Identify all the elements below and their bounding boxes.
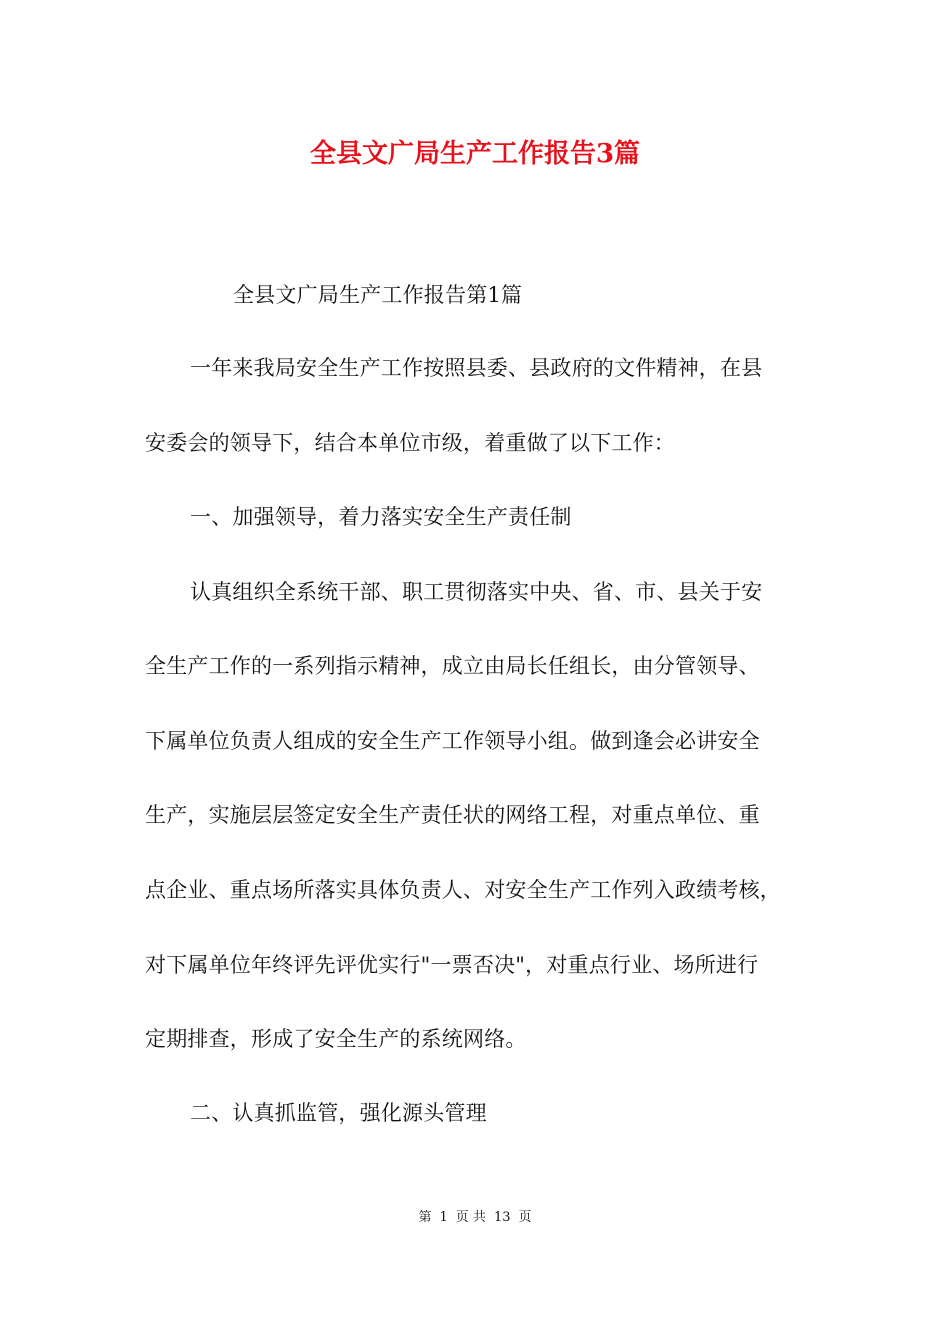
- section-heading: 全县文广局生产工作报告第1篇: [233, 283, 523, 307]
- total-pages-number: 13: [493, 1210, 511, 1225]
- body-line: 一年来我局安全生产工作按照县委、县政府的文件精神，在县: [190, 356, 763, 380]
- body-line: 认真组织全系统干部、职工贯彻落实中央、省、市、县关于安: [190, 580, 763, 604]
- body-line: 全生产工作的一系列指示精神，成立由局长任组长，由分管领导、: [145, 654, 760, 678]
- body-line: 生产，实施层层签定安全生产责任状的网络工程，对重点单位、重: [145, 803, 760, 827]
- body-line: 点企业、重点场所落实具体负责人、对安全生产工作列入政绩考核，: [145, 878, 781, 902]
- body-line: 安委会的领导下，结合本单位市级，着重做了以下工作：: [145, 431, 675, 455]
- footer-mid: 页 共: [455, 1210, 486, 1225]
- body-line: 下属单位负责人组成的安全生产工作领导小组。做到逢会必讲安全: [145, 729, 760, 753]
- page-footer: [0, 1209, 950, 1227]
- body-line: 对下属单位年终评先评优实行"一票否决"，对重点行业、场所进行: [145, 953, 759, 977]
- footer-suffix: 页: [518, 1210, 532, 1225]
- current-page-number: 1: [439, 1210, 448, 1225]
- page-title: 全县文广局生产工作报告3篇: [309, 139, 641, 169]
- subheading: 一、加强领导，着力落实安全生产责任制: [190, 505, 572, 529]
- subheading: 二、认真抓监管，强化源头管理: [190, 1101, 487, 1125]
- footer-prefix: 第: [418, 1210, 432, 1225]
- body-line: 定期排查，形成了安全生产的系统网络。: [145, 1027, 527, 1051]
